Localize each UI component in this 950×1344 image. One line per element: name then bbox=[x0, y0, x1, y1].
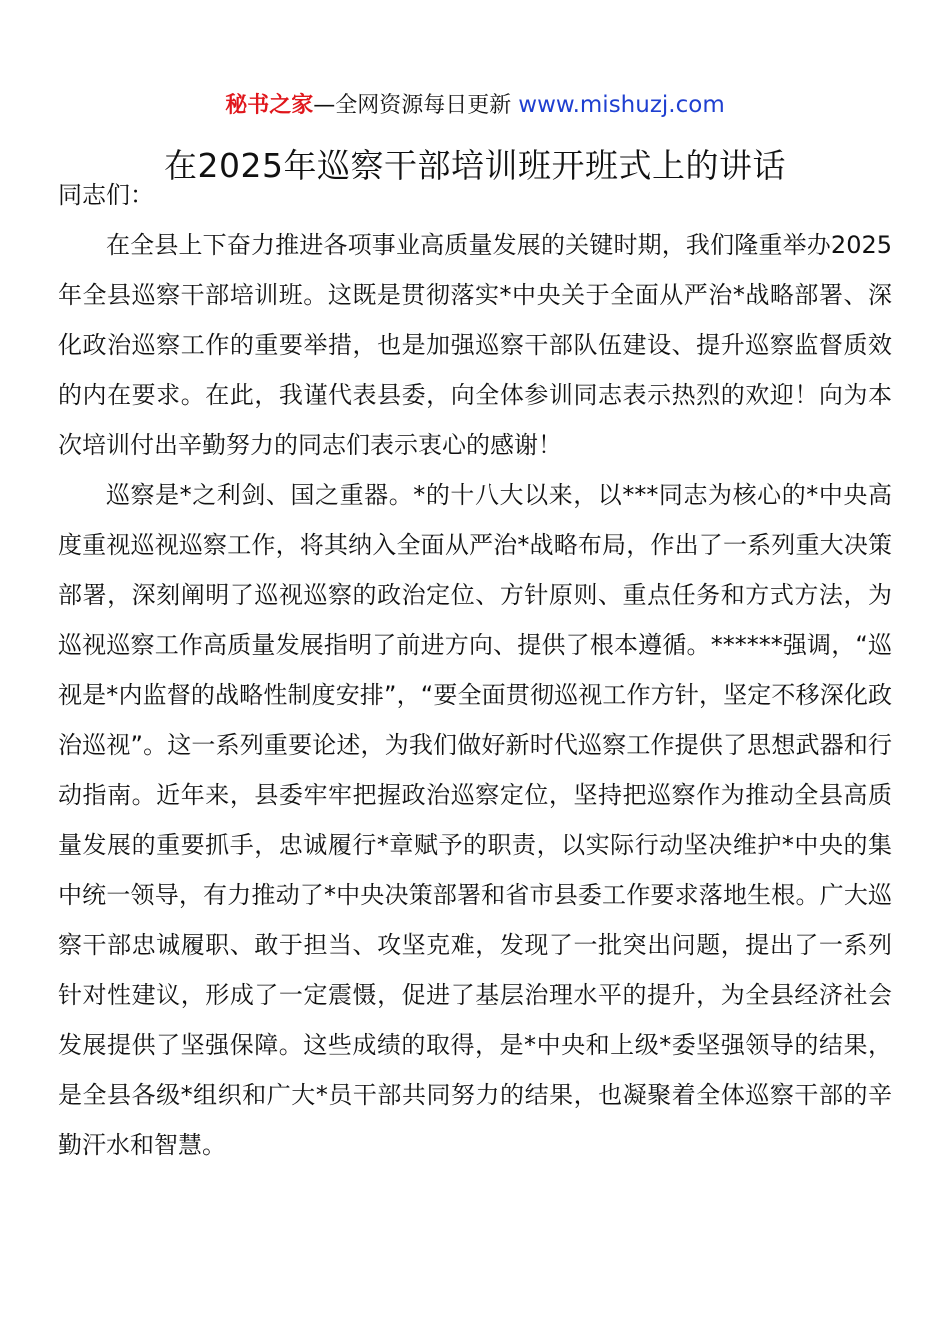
body-paragraph: 巡察是*之利剑、国之重器。*的十八大以来，以***同志为核心的*中央高度重视巡视巡察工作，将其纳入全面从严治*战略布局，作出了一系列重大决策部署，深刻阐明了巡视巡察的政治定位、方针原则、重点任务和方式方法，为巡视巡察工作高质量发展指明了前进方向、提供了根本遵循。******强调，“巡视是*内监督的战略性制度安排”，“要全面贯彻巡视工作方针，坚定不移深化政治巡视”。这一系列重要论述，为我们做好新时代巡察工作提供了思想武器和行动指南。近年来，县委牢牢把握政治巡察定位，坚持把巡察作为推动全县高质量发展的重要抓手，忠诚履行*章赋予的职责，以实际行动坚决维护*中央的集中统一领导，有力推动了*中央决策部署和省市县委工作要求落地生根。广大巡察干部忠诚履职、敢于担当、攻坚克难，发现了一批突出问题，提出了一系列针对性建议，形成了一定震慑，促进了基层治理水平的提升，为全县经济社会发展提供了坚强保障。这些成绩的取得，是*中央和上级*委坚强领导的结果，是全县各级*组织和广大*员干部共同努力的结果，也凝聚着全体巡察干部的辛勤汗水和智慧。 bbox=[58, 481, 892, 1159]
document-body bbox=[58, 170, 892, 1170]
site-brand: 秘书之家 bbox=[225, 93, 314, 118]
salutation: 同志们： bbox=[58, 181, 154, 209]
site-header bbox=[0, 88, 950, 123]
document-title: 在2025年巡察干部培训班开班式上的讲话 bbox=[164, 146, 786, 185]
site-url-link[interactable]: www.mishuzj.com bbox=[518, 92, 725, 118]
site-slogan: —全网资源每日更新 bbox=[313, 93, 519, 118]
body-paragraph: 在全县上下奋力推进各项事业高质量发展的关键时期，我们隆重举办2025年全县巡察干部培训班。这既是贯彻落实*中央关于全面从严治*战略部署、深化政治巡察工作的重要举措，也是加强巡察干部队伍建设、提升巡察监督质效的内在要求。在此，我谨代表县委，向全体参训同志表示热烈的欢迎！向为本次培训付出辛勤努力的同志们表示衷心的感谢！ bbox=[58, 231, 892, 459]
